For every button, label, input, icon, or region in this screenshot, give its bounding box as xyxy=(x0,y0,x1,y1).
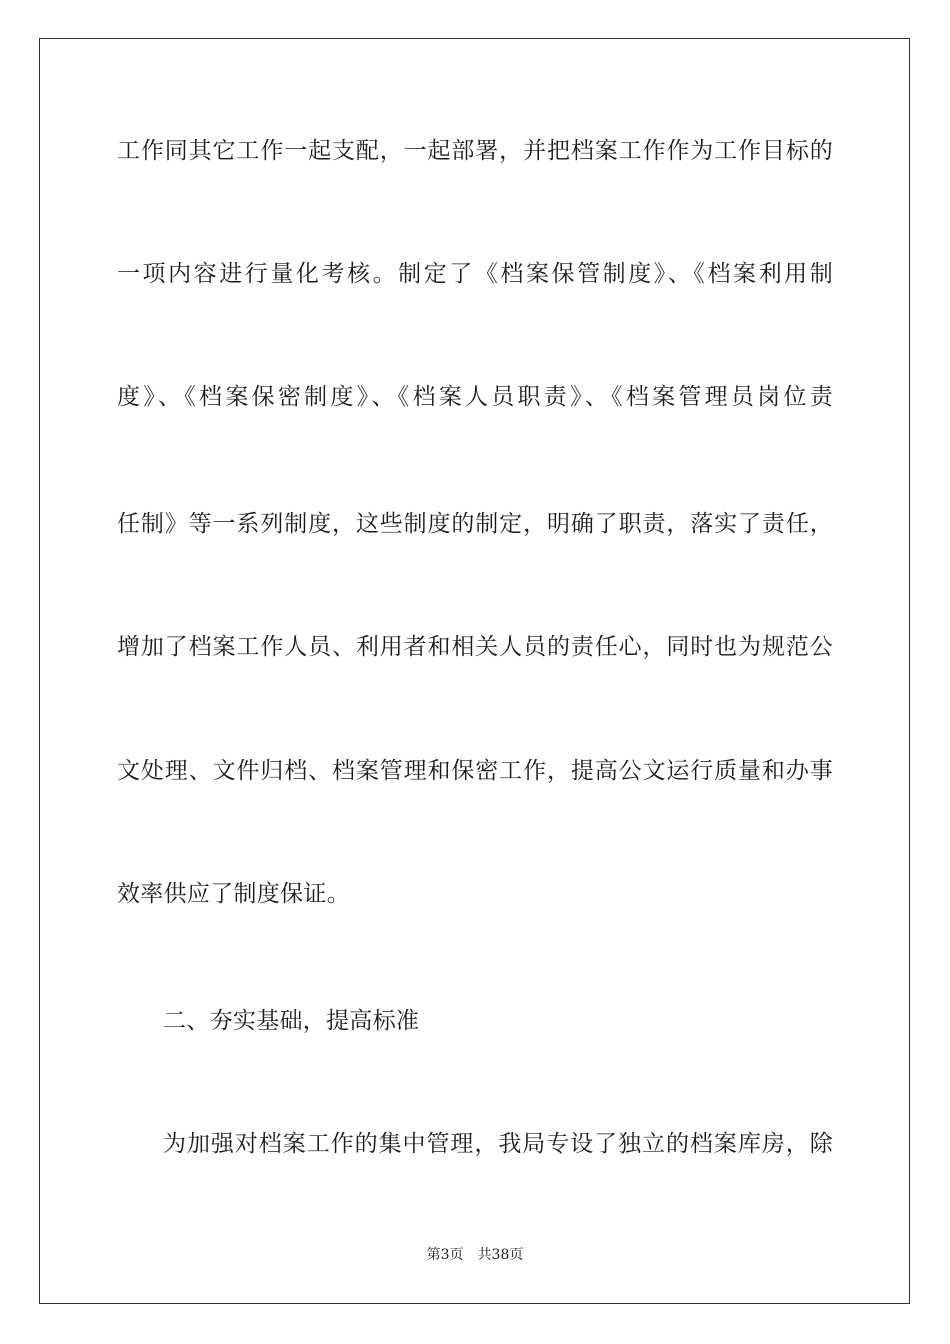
paragraph-line-3: 度》、《档案保密制度》、《档案人员职责》、《档案管理员岗位责 xyxy=(117,384,833,410)
paragraph-line-2: 一项内容进行量化考核。制定了《档案保管制度》、《档案利用制 xyxy=(117,261,833,287)
page-footer xyxy=(0,1245,950,1265)
page-total: 共38页 xyxy=(477,1247,524,1263)
paragraph-line-7: 效率供应了制度保证。 xyxy=(117,881,350,907)
paragraph-line-5: 增加了档案工作人员、利用者和相关人员的责任心，同时也为规范公 xyxy=(117,634,833,660)
paragraph-line-6: 文处理、文件归档、档案管理和保密工作，提高公文运行质量和办事 xyxy=(117,758,833,784)
page-border xyxy=(39,38,910,1304)
paragraph-line-4: 任制》等一系列制度，这些制度的制定，明确了职责，落实了责任， xyxy=(117,511,833,537)
section-heading: 二、夯实基础，提高标准 xyxy=(163,1008,420,1034)
next-paragraph-line: 为加强对档案工作的集中管理，我局专设了独立的档案库房，除 xyxy=(163,1131,833,1157)
page-number: 第3页 xyxy=(426,1247,464,1263)
paragraph-line-1: 工作同其它工作一起支配，一起部署，并把档案工作作为工作目标的 xyxy=(117,138,833,164)
